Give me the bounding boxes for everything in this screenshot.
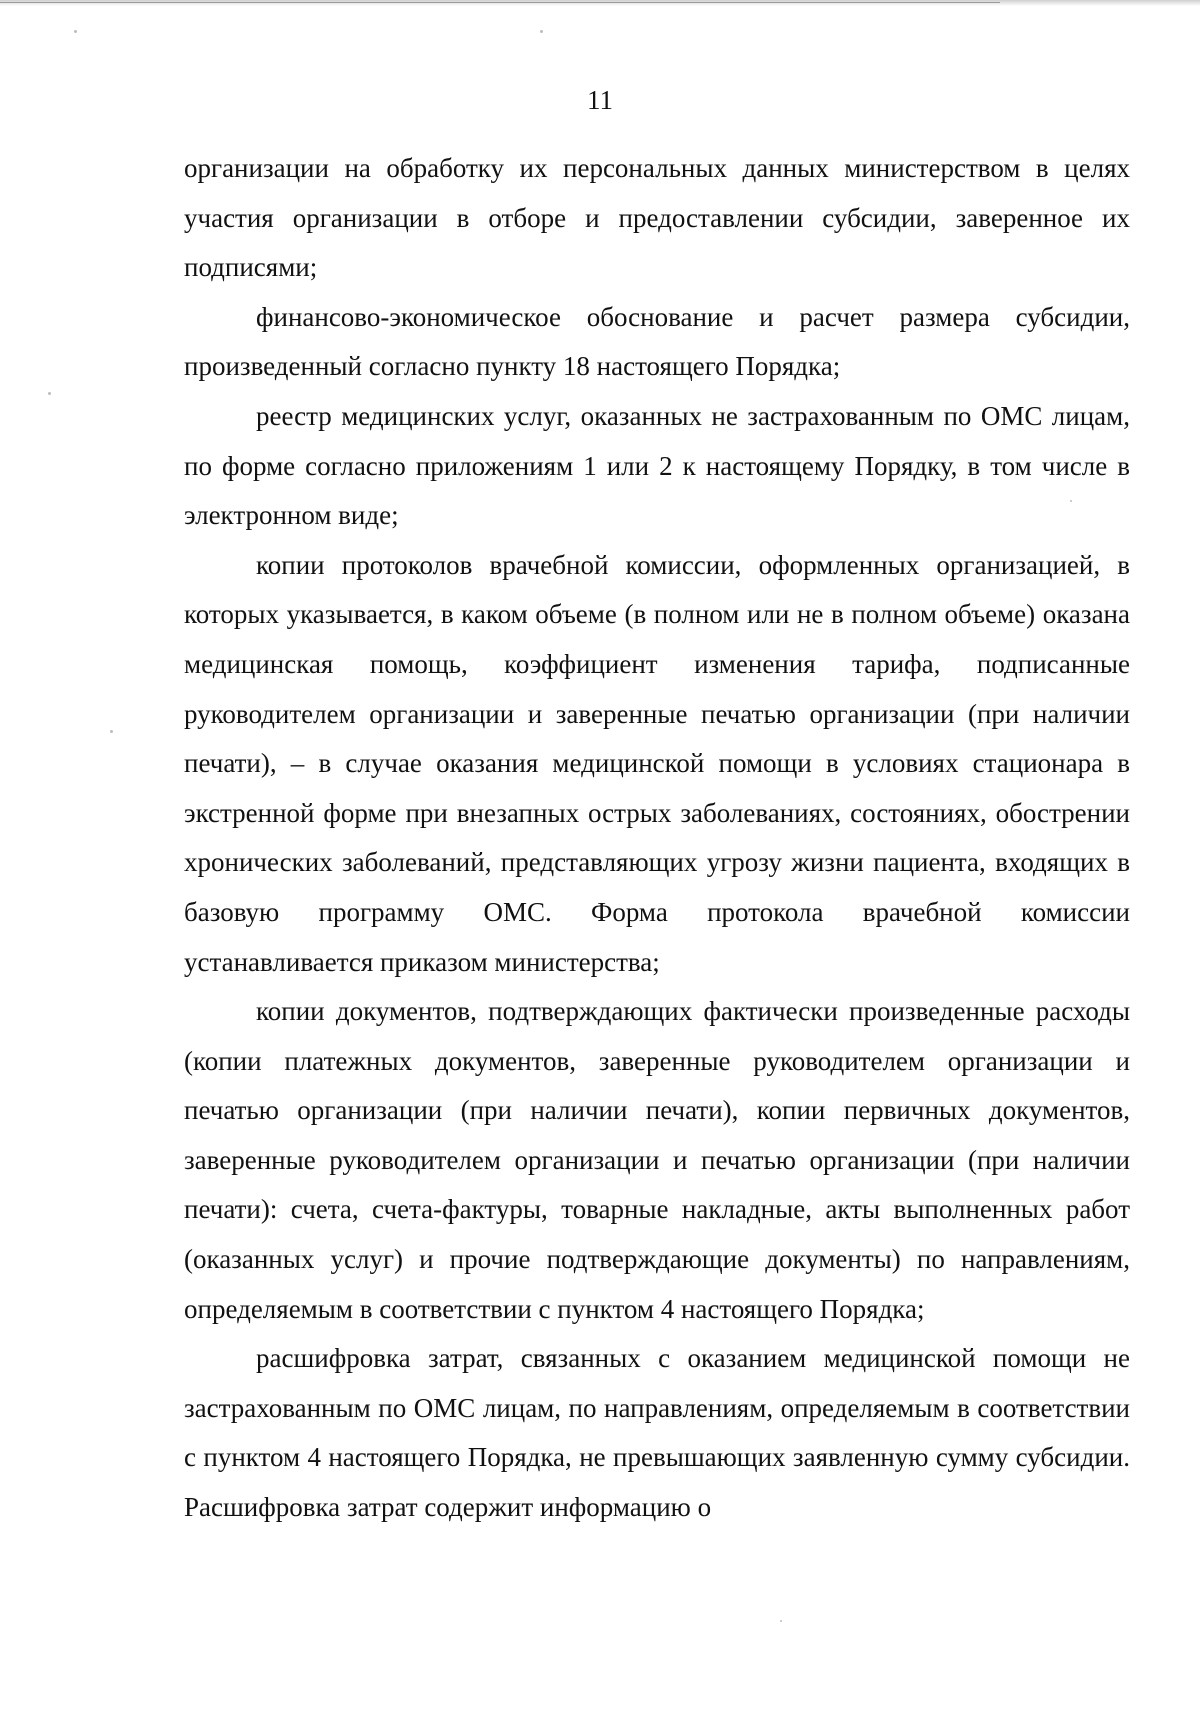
paragraph-continuation: организации на обработку их персональных данных министерством в целях участия организации в отборе и предоставлении субсидии, заверенное их подписями; <box>184 153 1130 283</box>
scan-speck <box>110 730 113 733</box>
scan-speck <box>780 1620 782 1622</box>
scan-line <box>0 2 1000 3</box>
paragraph-services-registry: реестр медицинских услуг, оказанных не застрахованным по ОМС лицам, по форме согласно приложениям 1 или 2 к настоящему Порядку, в том числе в электронном виде; <box>184 400 1130 531</box>
paragraph-financial-justification: финансово-экономическое обоснование и расчет размера субсидии, произведенный согласно пункту 18 настоящего Порядка; <box>184 301 1130 382</box>
scan-speck <box>74 30 77 33</box>
scan-speck <box>540 30 543 33</box>
page-number: 11 <box>587 85 613 115</box>
paragraph-commission-protocols: копии протоколов врачебной комиссии, оформленных организацией, в которых указывается, в каком объеме (в полном или не в полном объеме) оказана медицинская помощь, коэффициент изменения тарифа, подписанные руководителем организации и заверенные печатью организации (при наличии печати), – в случае оказания медицинской помощи в условиях стационара в экстренной форме при внезапных острых заболеваниях, состояниях, обострении хронических заболеваний, представляющих угрозу жизни пациента, входящих в базовую программу ОМС. Форма протокола врачебной комиссии устанавливается приказом министерства; <box>184 549 1130 977</box>
paragraph-expense-documents: копии документов, подтверждающих фактически произведенные расходы (копии платежных документов, заверенные руководителем организации и печатью организации (при наличии печати), копии первичных документов, заверенные руководителем организации и печатью организации (при наличии печати): счета, счета-фактуры, товарные накладные, акты выполненных работ (оказанных услуг) и прочие подтверждающие документы) по направлениям, определяемым в соответствии с пунктом 4 настоящего Порядка; <box>184 996 1130 1324</box>
scan-edge <box>0 0 1200 6</box>
document-body <box>184 144 1130 1533</box>
scan-speck <box>48 392 51 395</box>
paragraph-cost-breakdown: расшифровка затрат, связанных с оказанием медицинской помощи не застрахованным по ОМС лицам, по направлениям, определяемым в соответствии с пунктом 4 настоящего Порядка, не превышающих заявленную сумму субсидии. Расшифровка затрат содержит информацию о <box>184 1343 1130 1523</box>
